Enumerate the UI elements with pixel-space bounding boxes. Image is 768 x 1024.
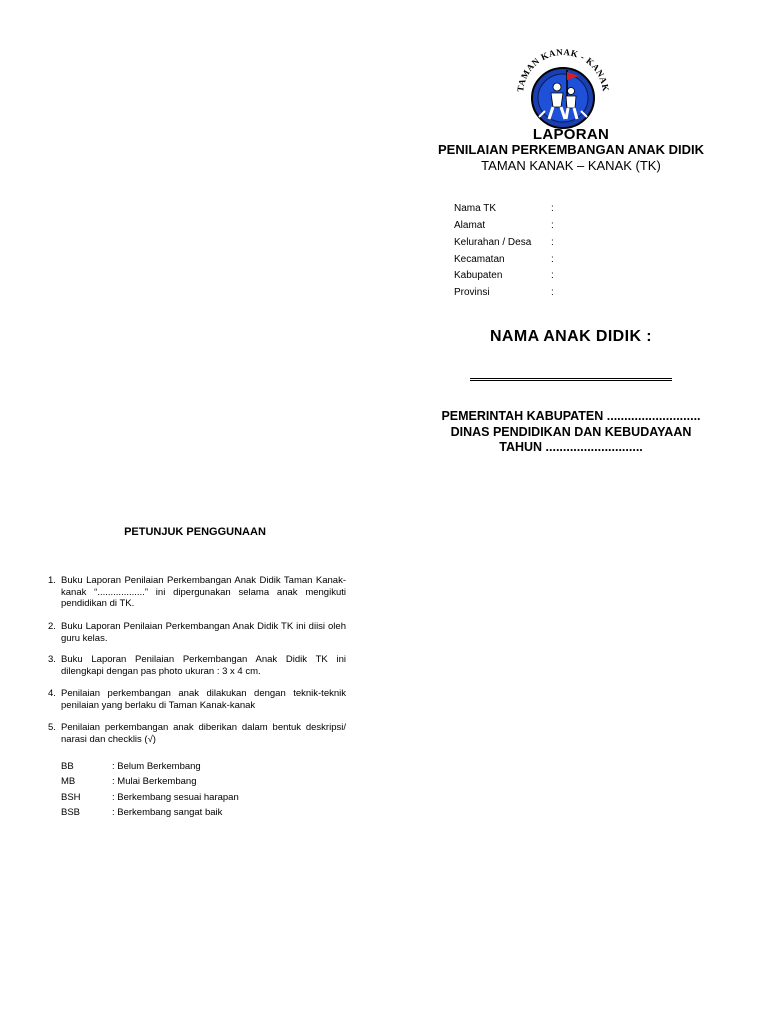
info-colon: : [551, 270, 554, 281]
report-subtitle: PENILAIAN PERKEMBANGAN ANAK DIDIK [437, 142, 705, 157]
info-label: Kelurahan / Desa [454, 237, 532, 248]
student-name-line [470, 378, 672, 381]
legend-code: BSB [61, 807, 81, 818]
school-emblem-icon [505, 45, 620, 130]
instruction-number: 5. [48, 722, 56, 733]
info-colon: : [551, 287, 554, 298]
instruction-item [48, 722, 346, 745]
year-line: TAHUN ............................ [499, 440, 643, 454]
info-colon: : [551, 237, 554, 248]
instruction-item [48, 654, 346, 677]
department-line: DINAS PENDIDIKAN DAN KEBUDAYAAN [450, 425, 692, 439]
info-label: Alamat [454, 220, 486, 231]
instruction-text: Penilaian perkembangan anak diberikan dalam bentuk deskripsi/ narasi dan checklis (√) [61, 722, 346, 745]
school-logo [505, 45, 620, 130]
instruction-number: 4. [48, 688, 56, 699]
instruction-text: Buku Laporan Penilaian Perkembangan Anak Didik TK ini diisi oleh guru kelas. [61, 621, 346, 644]
legend-desc: : Berkembang sesuai harapan [112, 792, 239, 803]
legend-desc: : Belum Berkembang [112, 761, 201, 772]
legend-code: BB [61, 761, 74, 772]
student-name-label: NAMA ANAK DIDIK : [489, 328, 653, 345]
instruction-text: Buku Laporan Penilaian Perkembangan Anak Didik TK ini dilengkapi dengan pas photo ukuran : 3 x 4 cm. [61, 654, 346, 677]
info-label: Kecamatan [454, 254, 505, 265]
legend-code: BSH [61, 792, 81, 803]
info-label: Provinsi [454, 287, 490, 298]
info-colon: : [551, 254, 554, 265]
legend-code: MB [61, 776, 76, 787]
instruction-item [48, 621, 346, 644]
logo-arc-text: TAMAN KANAK - KANAK [515, 46, 611, 93]
instructions-heading: PETUNJUK PENGGUNAAN [124, 526, 266, 538]
report-school-type: TAMAN KANAK – KANAK (TK) [481, 158, 661, 173]
info-label: Nama TK [454, 203, 497, 214]
info-colon: : [551, 203, 554, 214]
report-title: LAPORAN [532, 126, 610, 143]
instruction-number: 2. [48, 621, 56, 632]
legend-desc: : Mulai Berkembang [112, 776, 197, 787]
instruction-text: Buku Laporan Penilaian Perkembangan Anak Didik Taman Kanak-kanak “..................” ini dipergunakan selama anak mengikuti pendidikan di TK. [61, 575, 346, 609]
legend-desc: : Berkembang sangat baik [112, 807, 223, 818]
instruction-item [48, 575, 346, 610]
government-line: PEMERINTAH KABUPATEN ........................... [441, 409, 701, 423]
info-colon: : [551, 220, 554, 231]
instruction-number: 3. [48, 654, 56, 665]
instruction-number: 1. [48, 575, 56, 586]
instruction-item [48, 688, 346, 711]
info-label: Kabupaten [454, 270, 503, 281]
instruction-text: Penilaian perkembangan anak dilakukan dengan teknik-teknik penilaian yang berlaku di Taman Kanak-kanak [61, 688, 346, 711]
